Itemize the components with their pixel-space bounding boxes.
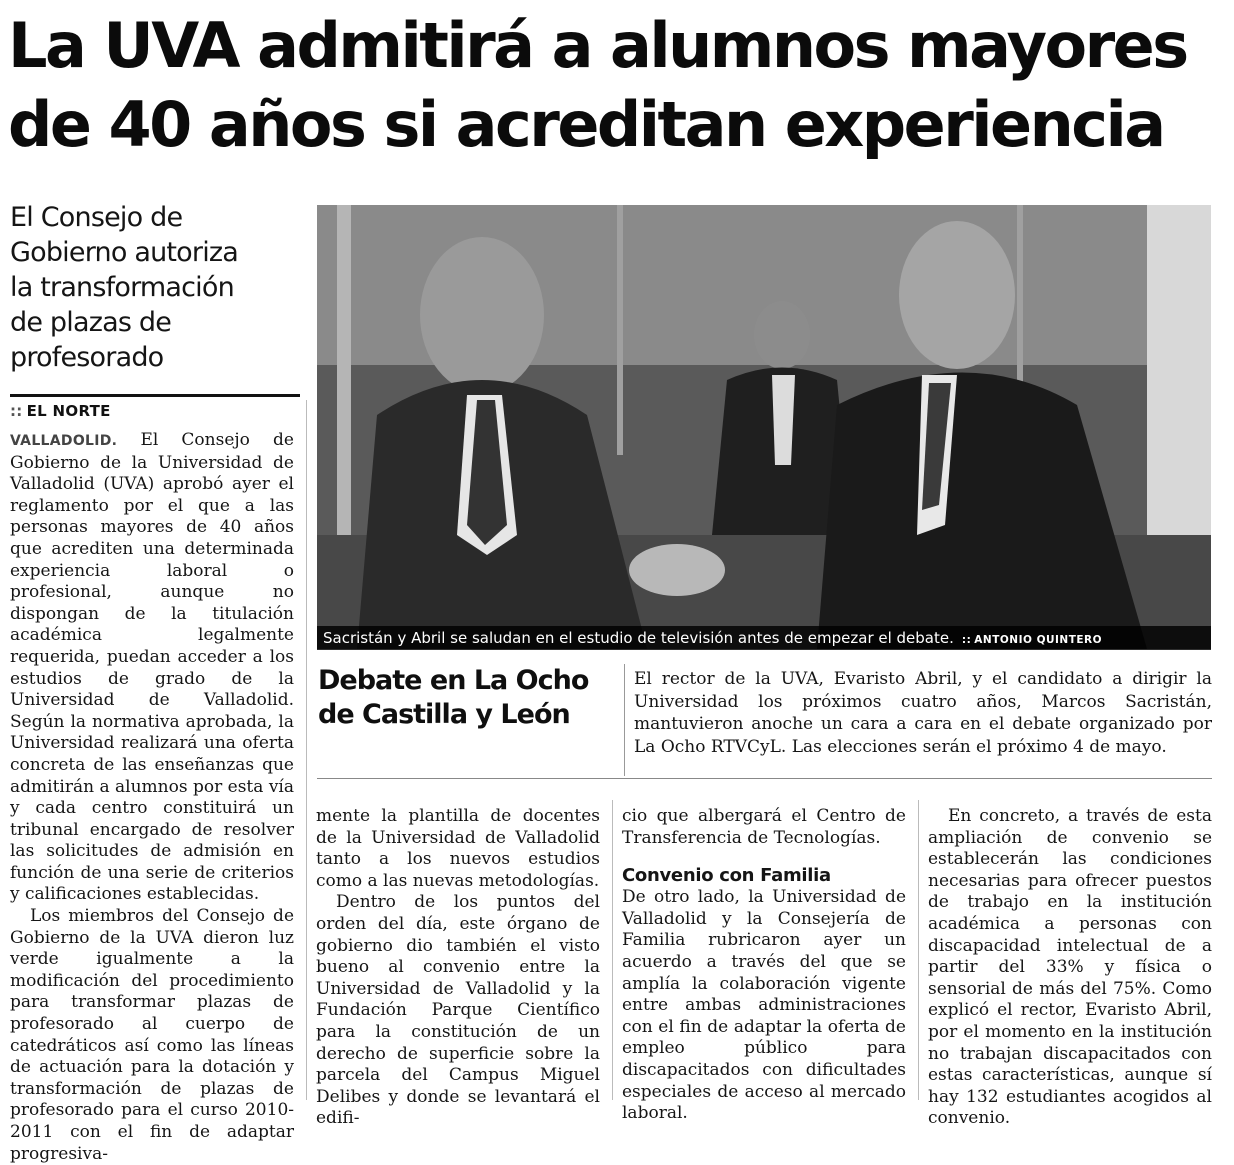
headline-line-2: de 40 años si acreditan experiencia [8,88,1164,161]
headline [8,6,1228,164]
deck-subtitle [10,200,290,375]
article-paragraph: En concreto, a través de esta ampliación de convenio se establecerán las condiciones necesarias para ofrecer puestos de trabajo en la institución académica a personas con discapacidad intelectual de a partir del 33% y física o sensorial de más del 75%. Como explicó el rector, Evaristo Abril, por el momento en la institución no trabajan discapacitados con estas características, aunque sí hay 132 estudiantes acogidos al convenio. [928,806,1212,1129]
article-column-4 [928,806,1212,1130]
dateline: VALLADOLID. [10,433,118,449]
byline-dots: :: [10,402,23,420]
photo-illustration [317,205,1211,649]
column-divider [918,800,919,1100]
credit-dots: :: [961,634,972,646]
news-photo [317,205,1211,649]
sidebar-box-title: Debate en La Ocho de Castilla y León [318,665,589,730]
byline-author: EL NORTE [26,402,111,420]
byline [10,402,111,420]
article-paragraph: Dentro de los puntos del orden del día, este órgano de gobierno dio también el visto bueno al convenio entre la Universidad de Valladolid y la Fundación Parque Científico para la constitución de un derecho de superficie sobre la parcela del Campus Miguel Delibes y donde se levantará el edifi- [316,892,600,1129]
deck-line: profesorado [10,342,164,373]
deck-line: de plazas de [10,307,172,338]
paragraph-text: El Consejo de Gobierno de la Universidad de Valladolid (UVA) aprobó ayer el reglamento por el que a las personas mayores de 40 años que acrediten una determinada experiencia laboral o profesional, aunque no dispongan de la titulación académica legalmente requerida, puedan acceder a los estudios de grado de la Universidad de Valladolid. Según la normativa aprobada, la Universidad realizará una oferta concreta de las enseñanzas que admitirán a alumnos por esta vía y cada centro constituirá un tribunal encargado de resolver las solicitudes de admisión en función de una serie de criterios y calificaciones establecidas. [10,430,294,905]
photo-caption [317,626,1211,650]
caption-text: Sacristán y Abril se saludan en el estudio de televisión antes de empezar el debate. [323,629,954,647]
deck-divider [10,394,300,397]
article-paragraph: cio que albergará el Centro de Transferencia de Tecnologías. [622,806,906,848]
article-paragraph [10,430,294,906]
column-divider [306,400,307,1100]
article-column-2 [316,806,600,1130]
deck-line: El Consejo de [10,202,183,233]
sidebar-box-divider [624,664,625,776]
article-column-1 [10,430,294,1165]
credit-name: ANTONIO QUINTERO [974,634,1103,646]
photo-credit [962,634,1102,646]
headline-line-1: La UVA admitirá a alumnos mayores [8,9,1187,82]
column-divider [612,800,613,1100]
article-column-3 [622,806,906,1125]
sidebar-box-text: El rector de la UVA, Evaristo Abril, y el candidato a dirigir la Universidad los próximos cuatro años, Marcos Sacristán, mantuvieron anoche un cara a cara en el debate organizado por La Ocho RTVCyL. Las elecciones serán el próximo 4 de mayo. [634,669,1212,757]
deck-line: la transformación [10,272,234,303]
article-paragraph: Los miembros del Consejo de Gobierno de la UVA dieron luz verde igualmente a la modificación del procedimiento para transformar plazas de profesorado al cuerpo de catedráticos así como las líneas de actuación para la dotación y transformación de plazas de profesorado para el curso 2010-2011 con el fin de adaptar progresiva- [10,906,294,1164]
article-paragraph: De otro lado, la Universidad de Valladolid y la Consejería de Familia rubricaron ayer un acuerdo a través del que se amplía la colaboración vigente entre ambas administraciones con el fin de adaptar la oferta de empleo público para discapacitados con dificultades especiales de acceso al mercado laboral. [622,887,906,1124]
sidebar-box-bottom-rule [317,778,1212,779]
article-paragraph: mente la plantilla de docentes de la Universidad de Valladolid tanto a los nuevos estudios como a las nuevas metodologías. [316,806,600,891]
section-subhead: Convenio con Familia [622,865,831,887]
deck-line: Gobierno autoriza [10,237,239,268]
